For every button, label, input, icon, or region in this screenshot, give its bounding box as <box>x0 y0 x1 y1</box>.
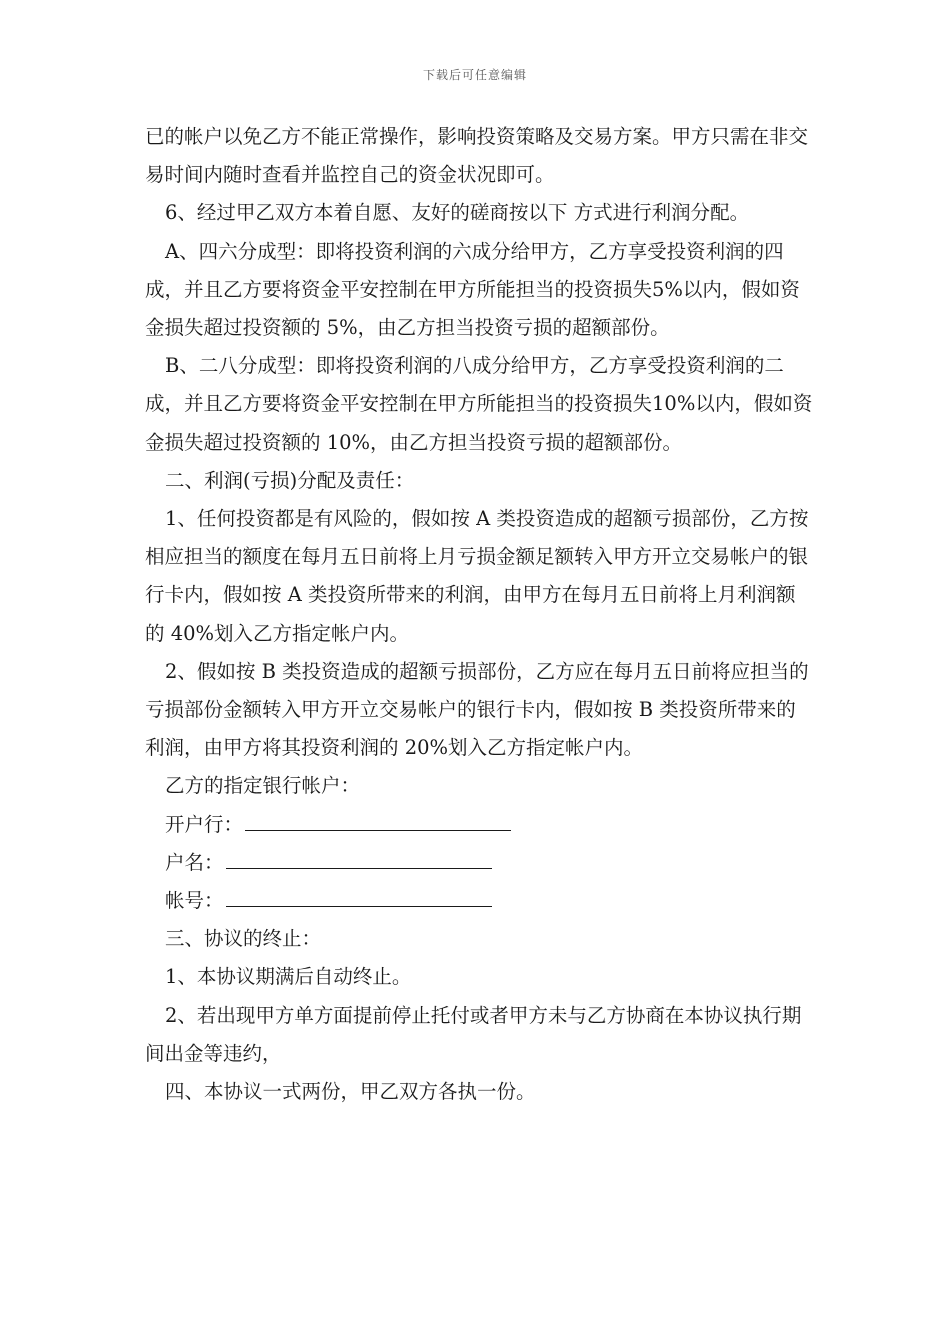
paragraph-clause-2: 2、假如按 B 类投资造成的超额亏损部份，乙方应在每月五日前将应担当的亏损部份金额转入甲方开立交易帐户的银行卡内，假如按 B 类投资所带来的利润，由甲方将其投资利润的 20%划入乙方指定帐户内。 <box>145 659 809 760</box>
paragraph-clause-1: 1、任何投资都是有风险的，假如按 A 类投资造成的超额亏损部份，乙方按相应担当的额度在每月五日前将上月亏损金额足额转入甲方开立交易帐户的银行卡内，假如按 A 类投资所带来的利润，由甲方在每月五日前将上月利润额的 40%划入乙方指定帐户内。 <box>145 507 809 645</box>
paragraph-termination-2: 2、若出现甲方单方面提前停止托付或者甲方未与乙方协商在本协议执行期间出金等违约， <box>145 1003 802 1065</box>
section-heading-termination: 三、协议的终止： <box>165 927 322 951</box>
blank-line-name <box>226 846 492 869</box>
field-row-bank <box>145 806 813 844</box>
page-header: 下载后可任意编辑 <box>422 68 527 82</box>
paragraph-copies: 四、本协议一式两份，甲乙双方各执一份。 <box>165 1080 536 1104</box>
blank-line-account <box>226 884 492 907</box>
field-label-bank: 开户行： <box>165 812 244 836</box>
section-heading-profit-loss: 二、利润(亏损)分配及责任： <box>165 468 415 492</box>
paragraph-option-b: B、二八分成型：即将投资利润的八成分给甲方，乙方享受投资利润的二成，并且乙方要将资金平安控制在甲方所能担当的投资损失10%以内，假如资金损失超过投资额的 10%，由乙方担当投资亏损的超额部份。 <box>145 354 813 454</box>
field-label-name: 户名： <box>165 850 224 874</box>
paragraph-option-a: A、四六分成型：即将投资利润的六成分给甲方，乙方享受投资利润的四成，并且乙方要将资金平安控制在甲方所能担当的投资损失5%以内，假如资金损失超过投资额的 5%，由乙方担当投资亏损的超额部份。 <box>145 239 800 340</box>
blank-line-bank <box>245 808 511 831</box>
paragraph-profit-distribution: 6、经过甲乙双方本着自愿、友好的磋商按以下 方式进行利润分配。 <box>165 201 750 225</box>
paragraph-bank-account-heading: 乙方的指定银行帐户： <box>165 774 361 798</box>
document-body <box>145 118 813 1111</box>
field-label-account: 帐号： <box>165 889 224 913</box>
field-row-name <box>145 844 813 882</box>
field-row-account <box>145 882 813 920</box>
paragraph-termination-1: 1、本协议期满后自动终止。 <box>165 965 412 989</box>
paragraph-continuation: 已的帐户以免乙方不能正常操作，影响投资策略及交易方案。甲方只需在非交易时间内随时查看并监控自己的资金状况即可。 <box>145 125 809 187</box>
